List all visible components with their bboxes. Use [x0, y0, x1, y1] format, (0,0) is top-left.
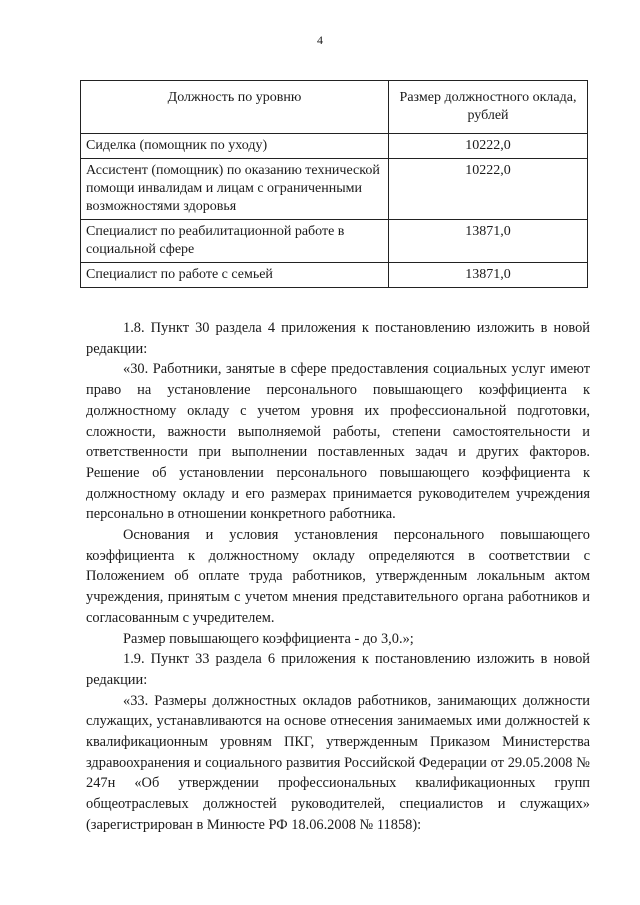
table-row — [81, 159, 588, 220]
table-cell-salary: 13871,0 — [389, 263, 588, 288]
table-cell-position: Специалист по реабилитационной работе в социальной сфере — [81, 220, 389, 263]
table-cell-salary: 13871,0 — [389, 220, 588, 263]
paragraph-33: «33. Размеры должностных окладов работников, занимающих должности служащих, устанавливаются на основе отнесения занимаемых ими должностей к квалификационным уровням ПКГ, утвержденным Приказом Министерства здравоохранения и социального развития Российской Федерации от 29.05.2008 № 247н «Об утверждении профессиональных квалификационных групп общеотраслевых должностей руководителей, специалистов и служащих» (зарегистрирован в Минюсте РФ 18.06.2008 № 11858): — [86, 692, 590, 833]
document-body — [86, 318, 590, 836]
paragraph-coefficient-size: Размер повышающего коэффициента - до 3,0.»; — [123, 630, 414, 647]
paragraph-grounds: Основания и условия установления персонального повышающего коэффициента к должностному окладу определяются в соответствии с Положением об оплате труда работников, утвержденным локальным актом учреждения, принятым с учетом мнения представительного органа работников и согласованным с учредителем. — [86, 527, 590, 626]
column-header-position: Должность по уровню — [81, 81, 389, 134]
table-cell-salary: 10222,0 — [389, 159, 588, 220]
paragraph-1-9: 1.9. Пункт 33 раздела 6 приложения к постановлению изложить в новой редакции: — [86, 651, 590, 688]
salary-table — [80, 80, 588, 288]
page-number: 4 — [317, 33, 323, 47]
table-row — [81, 263, 588, 288]
table-cell-salary: 10222,0 — [389, 134, 588, 159]
paragraph-1-8: 1.8. Пункт 30 раздела 4 приложения к постановлению изложить в новой редакции: — [86, 320, 590, 357]
table-row — [81, 134, 588, 159]
table-cell-position: Специалист по работе с семьей — [81, 263, 389, 288]
paragraph-30: «30. Работники, занятые в сфере предоставления социальных услуг имеют право на установление персонального повышающего коэффициента к должностному окладу с учетом уровня их профессиональной подготовки, сложности, важности выполняемой работы, степени самостоятельности и ответственности при выполнении поставленных задач и других факторов. Решение об установлении персонального повышающего коэффициента к должностному окладу и его размерах принимается руководителем учреждения персонально в отношении конкретного работника. — [86, 361, 590, 523]
table-header-row — [81, 81, 588, 134]
column-header-salary: Размер должностного оклада, рублей — [389, 81, 588, 134]
table-cell-position: Ассистент (помощник) по оказанию технической помощи инвалидам и лицам с ограниченными возможностями здоровья — [81, 159, 389, 220]
table-cell-position: Сиделка (помощник по уходу) — [81, 134, 389, 159]
table-row — [81, 220, 588, 263]
